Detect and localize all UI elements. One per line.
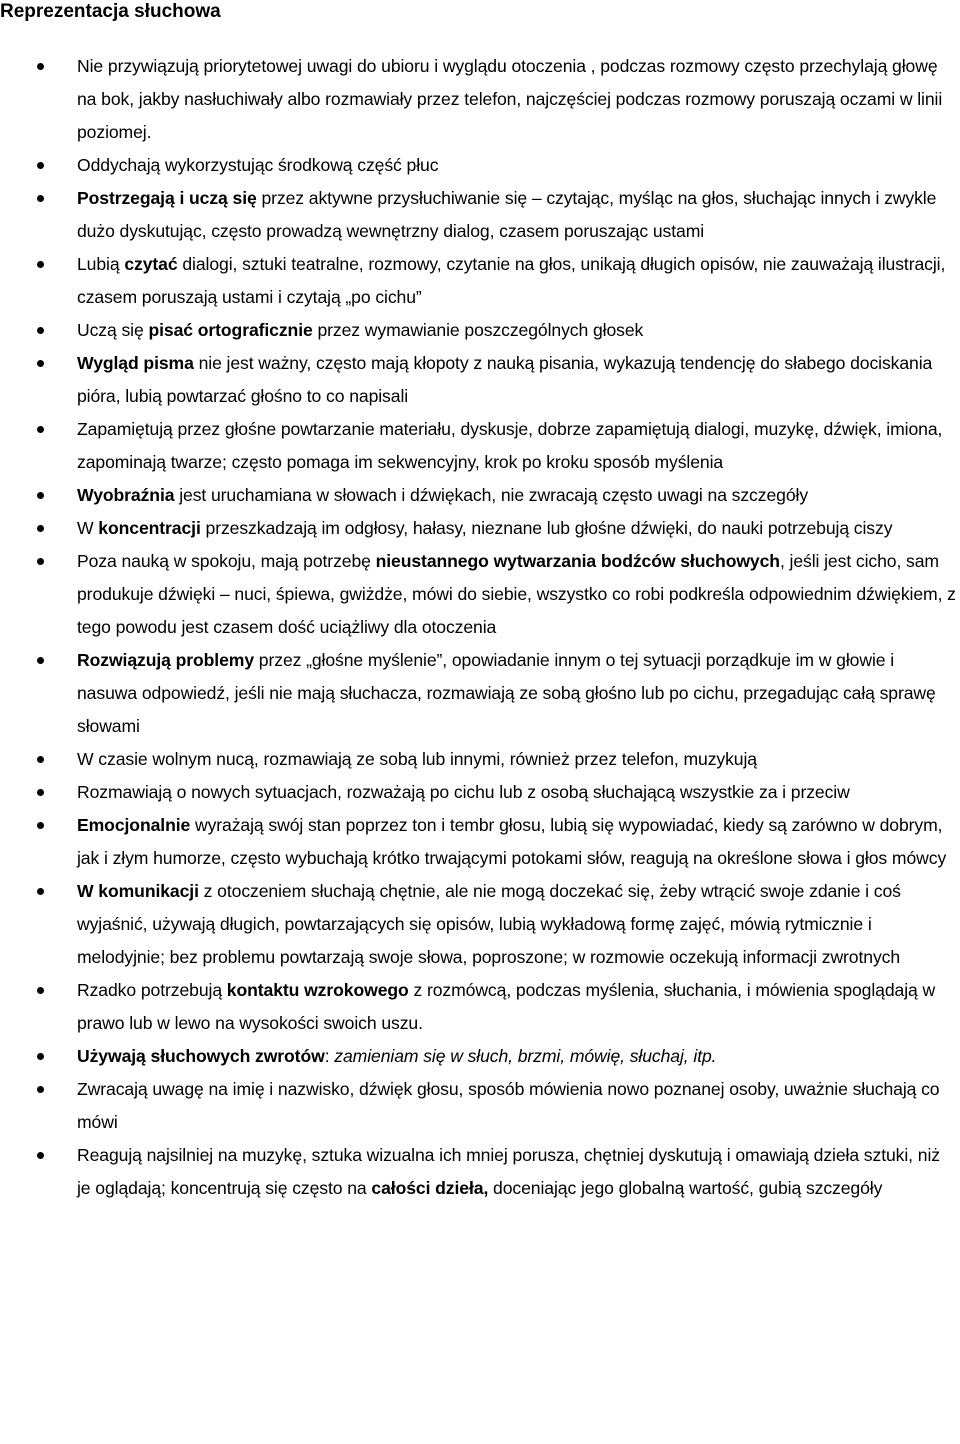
list-item — [0, 413, 960, 479]
list-item-text: Zwracają uwagę na imię i nazwisko, dźwięk głosu, sposób mówienia nowo poznanej osoby, uważnie słuchają co mówi — [77, 1079, 940, 1132]
list-item — [0, 347, 960, 413]
bold-text: W komunikacji — [77, 881, 199, 901]
bold-text: pisać — [148, 320, 193, 340]
list-item-text: Reagują najsilniej na muzykę, sztuka wizualna ich mniej porusza, chętniej dyskutują i omawiają dzieła sztuki, niż je oglądają; koncentrują się często na — [77, 1145, 940, 1198]
bold-text: Używają słuchowych zwrotów — [77, 1046, 325, 1066]
list-item — [0, 776, 960, 809]
list-item — [0, 875, 960, 974]
list-item-text: Lubią — [77, 254, 125, 274]
list-item-text: z otoczeniem słuchają chętnie, ale nie mogą doczekać się, żeby wtrącić swoje zdanie i coś wyjaśnić, używają długich, powtarzających się opisów, lubią wykładową formę zajęć, mówią rytmicznie i melodyjnie; bez problemu powtarzają swoje słowa, poproszone; w rozmowie oczekują informacji zwrotnych — [77, 881, 901, 967]
list-item-text: jest uruchamiana w słowach i dźwiękach, nie zwracają często uwagi na szczegóły — [174, 485, 809, 505]
list-item-text: W — [77, 518, 99, 538]
list-item-text: Poza nauką w spokoju, mają potrzebę — [77, 551, 376, 571]
list-item-text: , jeśli jest cicho, sam produkuje dźwięki – nuci, śpiewa, gwiżdże, mówi do siebie, wszystko co robi podkreśla odpowiednim dźwiękiem, z tego powodu jest czasem dość uciążliwy dla otoczenia — [77, 551, 956, 637]
list-item-text: Uczą się — [77, 320, 149, 340]
list-item-text: dialogi, sztuki teatralne, rozmowy, czytanie na głos, unikają długich opisów, nie zauważają ilustracji, czasem poruszają ustami i czytają „po cichu” — [77, 254, 946, 307]
bold-text: ortograficznie — [197, 320, 313, 340]
list-item-text: Rozmawiają o nowych sytuacjach, rozważają po cichu lub z osobą słuchającą wszystkie za i przeciw — [77, 782, 850, 802]
bold-text: Wygląd pisma — [77, 353, 194, 373]
bold-text: Postrzegają i uczą się — [77, 188, 257, 208]
list-item-text: W czasie wolnym nucą, rozmawiają ze sobą lub innymi, również przez telefon, muzykują — [77, 749, 757, 769]
list-item-text: Zapamiętują przez głośne powtarzanie materiału, dyskusje, dobrze zapamiętują dialogi, muzykę, dźwięk, imiona, zapominają twarze; często pomaga im sekwencyjny, krok po kroku sposób myślenia — [77, 419, 943, 472]
bold-text: Wyobraźnia — [77, 485, 175, 505]
bold-text: nieustannego wytwarzania bodźców słuchowych — [375, 551, 780, 571]
list-item-text: z rozmówcą, podczas myślenia, słuchania, i mówienia spoglądają w prawo lub w lewo na wysokości swoich uszu. — [77, 980, 936, 1033]
list-item — [0, 743, 960, 776]
list-item — [0, 974, 960, 1040]
list-item-text: Oddychają wykorzystując środkową część płuc — [77, 155, 439, 175]
list-item — [0, 479, 960, 512]
bold-text: koncentracji — [98, 518, 201, 538]
list-item-text: Rzadko potrzebują — [77, 980, 227, 1000]
list-item — [0, 50, 960, 149]
bold-text: kontaktu wzrokowego — [226, 980, 409, 1000]
list-item-text: : — [324, 1046, 335, 1066]
list-item-text: nie jest ważny, często mają kłopoty z nauką pisania, wykazują tendencję do słabego dociskania pióra, lubią powtarzać głośno to co napisali — [77, 353, 933, 406]
list-item — [0, 644, 960, 743]
list-item — [0, 545, 960, 644]
italic-text: zamieniam się w słuch, brzmi, mówię, słuchaj, itp. — [334, 1046, 717, 1066]
bullet-list — [0, 50, 960, 1205]
list-item — [0, 248, 960, 314]
list-item — [0, 512, 960, 545]
list-item-text: wyrażają swój stan poprzez ton i tembr głosu, lubią się wypowiadać, kiedy są zarówno w dobrym, jak i złym humorze, często wybuchają krótko trwającymi potokami słów, reagują na określone słowa i głos mówcy — [77, 815, 947, 868]
list-item — [0, 1139, 960, 1205]
list-item — [0, 149, 960, 182]
bold-text: Emocjonalnie — [77, 815, 191, 835]
list-item — [0, 182, 960, 248]
list-item-text: Nie przywiązują priorytetowej uwagi do ubioru i wyglądu otoczenia , podczas rozmowy często przechylają głowę na bok, jakby nasłuchiwały albo rozmawiały przez telefon, najczęściej podczas rozmowy poruszają oczami w linii poziomej. — [77, 56, 943, 142]
list-item-text: doceniając jego globalną wartość, gubią szczegóły — [488, 1178, 883, 1198]
list-item — [0, 809, 960, 875]
bold-text: Rozwiązują problemy — [77, 650, 255, 670]
list-item-text: przez „głośne myślenie”, opowiadanie innym o tej sytuacji porządkuje im w głowie i nasuwa odpowiedź, jeśli nie mają słuchacza, rozmawiają ze sobą głośno lub po cichu, przegadując całą sprawę słowami — [77, 650, 936, 736]
list-item — [0, 1073, 960, 1139]
list-item-text: przeszkadzają im odgłosy, hałasy, nieznane lub głośne dźwięki, do nauki potrzebują ciszy — [200, 518, 893, 538]
bold-text: całości dzieła, — [371, 1178, 489, 1198]
list-item-text: przez wymawianie poszczególnych głosek — [312, 320, 644, 340]
page-title: Reprezentacja słuchowa — [0, 1, 221, 22]
bold-text: czytać — [124, 254, 178, 274]
list-item — [0, 1040, 960, 1073]
list-item — [0, 314, 960, 347]
list-item-text: przez aktywne przysłuchiwanie się – czytając, myśląc na głos, słuchając innych i zwykle dużo dyskutując, często prowadzą wewnętrzny dialog, czasem poruszając ustami — [77, 188, 937, 241]
